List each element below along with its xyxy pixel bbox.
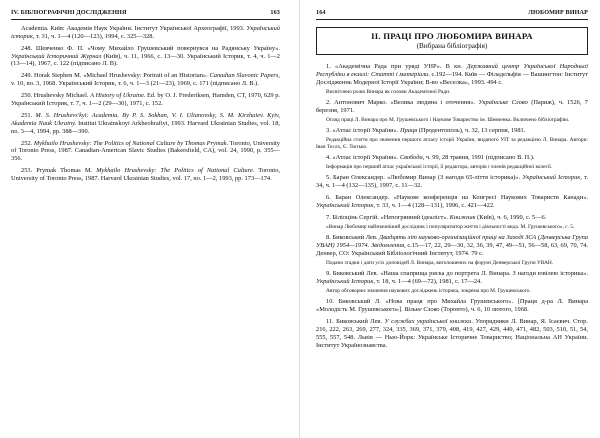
right-header-title: ЛЮБОМИР ВИНАР	[528, 9, 588, 16]
bib-entry: 4. «Атлас історії України». Свобода, ч. 99, 28 травня, 1991 (підписано В. П.).	[326, 153, 535, 161]
bib-entry: 253. Prymak Thomas M. Mykhailo Hrushevsky: The Politics of National Culture. Toronto, University of Toronto Press, 1987. Harvard Ukrainian Studies, vol. 17, no. 1—2, 1993, pp. 173—174.	[11, 167, 280, 182]
right-page	[300, 0, 600, 438]
bib-entry: 10. Биковський Л. «Нова праця про Михайла Грушевського». [Праця д-ра Л. Винара «Молодість М. Грушевського»]. Вільне Слово (Торонто), ч. 6, 10 лютого, 1968.	[316, 298, 588, 314]
bib-entry: 11. Биковський Лев. У службах української книжки. Упорядники Л. Винар, Я. Ісаєвич. Стор. 216, 222, 263, 269, 277, 324, 335, 369, 371, 379, 408, 419, 427, 429, 449, 471, 482, 503, 510, 51, 54, 555, 557, 548. Львів — Нью-Йорк: Українське Історичне Товариство; Національна АН України. Інститут Українознавства.	[316, 318, 588, 349]
bib-entry: 6. Баран Олександер. «Наукове конференція на Конгресі Наукових Товариств Канади». Український Історик, т. 33, ч. 1—4 (128—131), 1996, с. 421—422.	[316, 194, 588, 209]
bib-entry: 249. Horak Stephen M. «Michael Hrushevsky: Portrait of an Historian». Canadian Slavonic Papers, v. 10, no. 3, 1968. Український Історик, т. 6, ч. 1—3 (21—23), 1969, с. 171 (підписано Л. В.).	[11, 72, 280, 88]
bib-entry: 3. «Атлас історії України». Праця (Продентополь), ч. 32, 13 серпня, 1981.	[326, 127, 526, 135]
bib-entry: 2. Антонович Марко. «Велика людина і оточення». Українське Слово (Париж), ч. 1526, 7 березня, 1971.	[316, 98, 588, 114]
section-subtitle: (Вибрана бібліографія)	[416, 42, 488, 50]
entry-annotation: Висвітлено ролю Винара як голови Академічної Ради.	[326, 88, 451, 95]
bib-entry: 7. Біліоцінь Сергій. «Непогрянний ідеаліст». Книжник (Київ), ч. 6, 1990, с. 5—6.	[326, 213, 547, 221]
bib-entry: Academia. Київ: Академія Наук України. Інститут Української Археографії, 1993. Український історик, т. 31, ч. 1—4 (120—123), 1994, с. 325—328.	[11, 25, 280, 40]
entry-annotation: Огляд праці Л. Винара про М. Грушевського і Наукове Товариство ім. Шевченка. Включено бібліографію.	[326, 116, 570, 123]
right-page-number: 164	[316, 9, 326, 16]
section-title: II. ПРАЦІ ПРО ЛЮБОМИРА ВИНАРА	[371, 31, 533, 41]
left-page-number: 163	[270, 9, 280, 16]
left-column	[11, 25, 280, 187]
bib-entry: 250. Hrushevsky Michael. A History of Ukraine. Ed. by O. J. Frederiksen, Hamden, CT, 1970, 629 p. Український Історик, т. 7, ч. 1—2 (29—30), 1971, с. 152.	[11, 92, 280, 107]
bib-entry: 9. Биковський Лев. «Наша спаприща риска до портрета Л. Винара. З нагоди ювілею історика». Український Історик, т. 18, ч. 1—4 (69—72), 1981, с. 17—24.	[316, 270, 588, 286]
entry-annotation: Інформація про перший атлас української історії, її редактора, авторів і членів редакційної колегії.	[326, 163, 553, 170]
entry-annotation: «Винар Любомир найзначніший дослідник і популяризатор життя і діяльності вида. М. Грушевського», с. 5.	[326, 223, 575, 230]
bib-entry: 5. Баран Олександер. «Любомир Винар (З нагоди 65-ліття історика)». Український Історик, т. 34, ч. 1—4 (132—135), 1997, с. 11—32.	[316, 174, 588, 190]
bib-entry: 252. Mykhailo Hrushevsky: The Politics of National Culture by Thomas Prymak. Toronto, University of Toronto Press, 1987. Canadian-American Slavic Studies (Bakersfield, CA), vol. 24, 1990, p. 355—356.	[11, 139, 281, 163]
entry-annotation: Редакційна стаття про значення першого атласу історії України, виданого УІТ за редакцією Л. Винара. Автори: Іван Теслх, Є. Тютько.	[316, 137, 588, 150]
bib-entry: 251. M. S. Hrushevs'kyi: Academia. By P. S. Sokhan, V. I. Ulianovsky, S. M. Kirzhaiev. Kyiv, Akademia Nauk Ukrainy. Institut Ukrainskoyi Arkheohrafiyi, 1993. Harvard Ukrainian Studies, vol. 18, no. 3—4, 1994, pp. 388—390.	[11, 111, 280, 135]
entry-annotation: Автор обговорює значення наукових досліджень історика, зокрема про М. Грушевського.	[326, 288, 531, 295]
bib-entry: 8. Биковський Лев. Двадцять літ науково-організаційної праці на Заході ЗСА (Денверська Група УВАН) 1954—1974. Звідомлення, с.15—17, 22, 29—30, 32, 36, 39, 47, 49—51, 56—58, 63, 69, 70, 74. Денвер, CO: Український Бібліологічний Інститут, 1974. 79 с.	[316, 234, 589, 257]
section-heading-box	[316, 27, 588, 55]
bib-entry: 1. «Академічна Рада при уряді УНР». В кн. Державний центр Української Народньої Республіки в екзилі: Статті і матеріали. с.192—194. Київ — Філадельфія — Вашингтон: Інститут Дослідженнь Модерної Історії України; В-во «Веселка», 1993. 494 с.	[316, 63, 589, 86]
right-header-rule	[316, 19, 588, 20]
left-header-section: IV. БІБЛІОГРАФІЧНІ ДОСЛІДЖЕННЯ	[11, 9, 127, 16]
right-column	[316, 63, 588, 354]
left-header-rule	[11, 19, 280, 20]
bib-entry: 248. Шевченко Ф. П. «Чому Михайло Грушевський повернувся на Радянську Україну». Український Історичний Журнал (Київ), ч. 11, 1966, с. 13—30. Український Історик, т. 4, ч. 1—2 (13—14), 1967, с. 122 (підписано Л. В).	[11, 44, 280, 68]
entry-annotation: Подано згадки і дати усіх доповідей Л. Винара, виголошених на форумі Денверської Групи УВАН.	[326, 259, 554, 266]
